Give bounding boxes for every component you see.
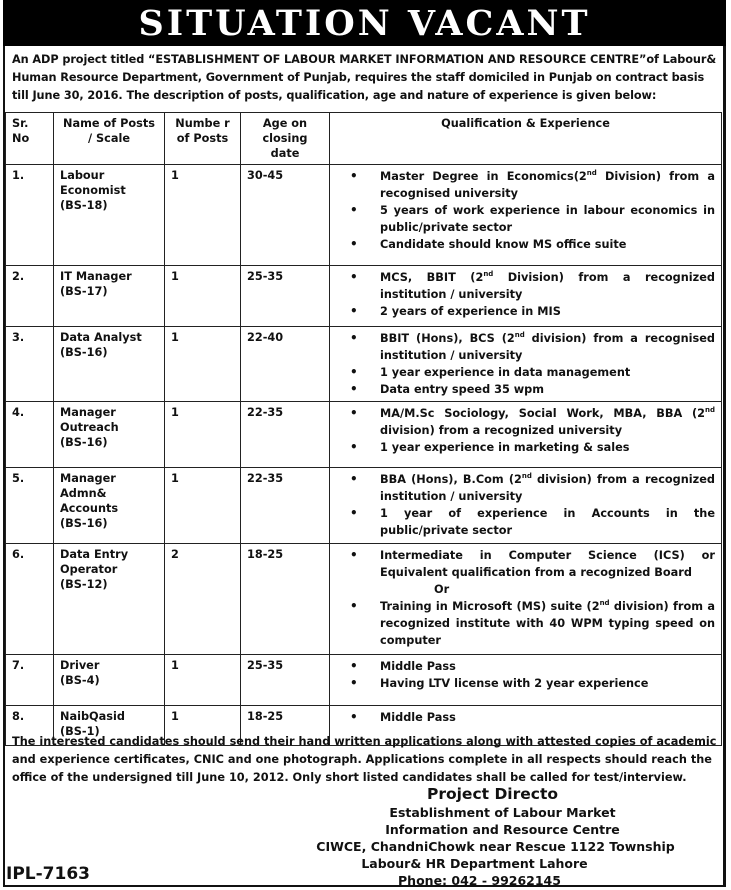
qualification-item bbox=[354, 364, 715, 381]
qualification-text: Master Degree in Economics(2 bbox=[380, 170, 587, 183]
qualification-text: Candidate should know MS office suite bbox=[380, 238, 627, 251]
cell-post-name bbox=[54, 266, 165, 327]
cell-post-name bbox=[54, 544, 165, 655]
post-name-line: Economist bbox=[60, 184, 126, 197]
qualification-item bbox=[354, 236, 715, 253]
qualification-text: Having LTV license with 2 year experience bbox=[380, 677, 649, 690]
cell-number-of-posts: 1 bbox=[165, 402, 241, 468]
posts-table bbox=[5, 112, 722, 746]
post-name-line: (BS-16) bbox=[60, 517, 108, 530]
header-post-name: Name of Posts / Scale bbox=[54, 113, 165, 165]
cell-qualification bbox=[330, 165, 722, 266]
post-name-line: (BS-16) bbox=[60, 346, 108, 359]
cell-age-range: 25-35 bbox=[241, 655, 330, 706]
cell-age-range: 22-35 bbox=[241, 468, 330, 544]
cell-number-of-posts: 1 bbox=[165, 165, 241, 266]
cell-qualification bbox=[330, 655, 722, 706]
qualification-list bbox=[336, 709, 715, 726]
cell-age-range: 22-35 bbox=[241, 402, 330, 468]
qualification-list bbox=[336, 168, 715, 253]
table-row bbox=[6, 655, 722, 706]
cell-sr-no: 4. bbox=[6, 402, 54, 468]
qualification-text: 1 year of experience in Accounts in the public/private sector bbox=[380, 507, 715, 537]
qualification-text: BBIT (Hons), BCS (2 bbox=[380, 332, 515, 345]
ordinal-suffix: nd bbox=[586, 169, 597, 178]
post-name-line: Operator bbox=[60, 563, 118, 576]
qualification-list bbox=[336, 269, 715, 320]
post-name-line: (BS-17) bbox=[60, 285, 108, 298]
signatory-department: Labour& HR Department Lahore bbox=[361, 856, 588, 871]
post-name-line: Manager bbox=[60, 406, 116, 419]
cell-sr-no: 3. bbox=[6, 327, 54, 402]
qualification-item bbox=[354, 202, 715, 236]
header-number-of-posts: Numbe r of Posts bbox=[165, 113, 241, 165]
header-banner bbox=[3, 0, 726, 46]
qualification-or-separator bbox=[354, 581, 715, 598]
table-row bbox=[6, 402, 722, 468]
post-name-line: Data Analyst bbox=[60, 331, 142, 344]
cell-number-of-posts: 2 bbox=[165, 544, 241, 655]
qualification-item bbox=[354, 471, 715, 505]
cell-age-range: 25-35 bbox=[241, 266, 330, 327]
qualification-item bbox=[354, 709, 715, 726]
cell-qualification bbox=[330, 402, 722, 468]
qualification-text: 2 years of experience in MIS bbox=[380, 305, 561, 318]
cell-qualification bbox=[330, 468, 722, 544]
post-name-line: NaibQasid bbox=[60, 710, 125, 723]
ordinal-suffix: nd bbox=[483, 270, 494, 279]
table-row bbox=[6, 327, 722, 402]
signature-block bbox=[280, 784, 725, 889]
post-name-line: (BS-1) bbox=[60, 725, 100, 738]
post-name-line: IT Manager bbox=[60, 270, 132, 283]
post-name-line: (BS-16) bbox=[60, 436, 108, 449]
qualification-list bbox=[336, 547, 715, 649]
qualification-text: 1 year experience in marketing & sales bbox=[380, 441, 630, 454]
table-row bbox=[6, 468, 722, 544]
qualification-text-cont: division) from a recognized institution / university bbox=[380, 473, 715, 503]
post-name-line: Data Entry bbox=[60, 548, 129, 561]
qualification-item bbox=[354, 658, 715, 675]
qualification-text: Data entry speed 35 wpm bbox=[380, 383, 545, 396]
qualification-item bbox=[354, 439, 715, 456]
intro-paragraph: An ADP project titled “ESTABLISHMENT OF LABOUR MARKET INFORMATION AND RESOURCE CENTRE”of Labour& Human Resource Department, Government of Punjab, requires the staff domiciled in Punjab on contract basis till June 30, 2016. The description of posts, qualification, age and nature of experience is given below: bbox=[12, 53, 717, 102]
qualification-text: MCS, BBIT (2 bbox=[380, 271, 484, 284]
post-name-line: Admn& bbox=[60, 487, 107, 500]
qualification-text-cont: Division) from a recognised university bbox=[380, 170, 715, 200]
signatory-title: Project Directo bbox=[426, 785, 559, 803]
cell-age-range: 30-45 bbox=[241, 165, 330, 266]
post-name-line: Labour bbox=[60, 169, 105, 182]
post-name-line: (BS-18) bbox=[60, 199, 108, 212]
cell-age-range: 22-40 bbox=[241, 327, 330, 402]
cell-number-of-posts: 1 bbox=[165, 266, 241, 327]
qualification-list bbox=[336, 330, 715, 398]
ordinal-suffix: nd bbox=[514, 331, 525, 340]
cell-number-of-posts: 1 bbox=[165, 706, 241, 746]
qualification-text: Middle Pass bbox=[380, 711, 456, 724]
qualification-text: 1 year experience in data management bbox=[380, 366, 631, 379]
ordinal-suffix: nd bbox=[599, 599, 610, 608]
application-instructions: The interested candidates should send their hand written applications along with attested copies of academic and experience certificates, CNIC and one photograph. Applications complete in all respects should reach the office of the undersigned till June 10, 2012. Only short listed candidates shall be called for test/interview. bbox=[12, 735, 717, 784]
qualification-text-cont: division) from a recognized university bbox=[380, 424, 623, 437]
cell-sr-no: 1. bbox=[6, 165, 54, 266]
page-title: SITUATION VACANT bbox=[138, 2, 591, 44]
cell-age-range: 18-25 bbox=[241, 544, 330, 655]
cell-qualification bbox=[330, 327, 722, 402]
cell-sr-no: 2. bbox=[6, 266, 54, 327]
table-row bbox=[6, 544, 722, 655]
qualification-text: Or bbox=[434, 583, 450, 596]
header-qualification: Qualification & Experience bbox=[330, 113, 722, 165]
table-header-row bbox=[6, 113, 722, 165]
qualification-text: MA/M.Sc Sociology, Social Work, MBA, BBA (2 bbox=[380, 407, 705, 420]
cell-sr-no: 7. bbox=[6, 655, 54, 706]
table-row bbox=[6, 165, 722, 266]
qualification-text: Middle Pass bbox=[380, 660, 456, 673]
post-name-line: Driver bbox=[60, 659, 100, 672]
cell-post-name bbox=[54, 468, 165, 544]
post-name-line: (BS-12) bbox=[60, 578, 108, 591]
qualification-text-cont: division) from a recognized institute with 40 WPM typing speed on computer bbox=[380, 600, 716, 647]
post-name-line: Accounts bbox=[60, 502, 119, 515]
signatory-org-line-1: Establishment of Labour Market bbox=[389, 805, 616, 820]
cell-number-of-posts: 1 bbox=[165, 327, 241, 402]
cell-number-of-posts: 1 bbox=[165, 655, 241, 706]
qualification-item bbox=[354, 330, 715, 364]
qualification-list bbox=[336, 471, 715, 539]
cell-age-range: 18-25 bbox=[241, 706, 330, 746]
qualification-text: Training in Microsoft (MS) suite (2 bbox=[380, 600, 600, 613]
ordinal-suffix: nd bbox=[521, 472, 532, 481]
table-body bbox=[6, 165, 722, 746]
cell-post-name bbox=[54, 165, 165, 266]
qualification-text: BBA (Hons), B.Com (2 bbox=[380, 473, 522, 486]
qualification-item bbox=[354, 303, 715, 320]
post-name-line: Outreach bbox=[60, 421, 119, 434]
qualification-text: 5 years of work experience in labour economics in public/private sector bbox=[380, 204, 715, 234]
qualification-text: Intermediate in Computer Science (ICS) or Equivalent qualification from a recognized Board bbox=[380, 549, 715, 579]
cell-number-of-posts: 1 bbox=[165, 468, 241, 544]
cell-post-name bbox=[54, 327, 165, 402]
qualification-item bbox=[354, 598, 715, 649]
qualification-text-cont: division) from a recognised institution / university bbox=[380, 332, 715, 362]
qualification-item bbox=[354, 547, 715, 581]
signatory-org-line-2: Information and Resource Centre bbox=[385, 822, 620, 837]
signatory-phone: Phone: 042 - 99262145 bbox=[398, 873, 561, 888]
qualification-list bbox=[336, 658, 715, 692]
qualification-item bbox=[354, 381, 715, 398]
cell-sr-no: 5. bbox=[6, 468, 54, 544]
post-name-line: Manager bbox=[60, 472, 116, 485]
qualification-item bbox=[354, 505, 715, 539]
signatory-address: CIWCE, ChandniChowk near Rescue 1122 Township bbox=[316, 839, 675, 854]
qualification-item bbox=[354, 675, 715, 692]
cell-post-name bbox=[54, 402, 165, 468]
cell-qualification bbox=[330, 266, 722, 327]
cell-sr-no: 8. bbox=[6, 706, 54, 746]
qualification-item bbox=[354, 269, 715, 303]
qualification-item bbox=[354, 405, 715, 439]
header-sr-no: Sr. No bbox=[6, 113, 54, 165]
qualification-item bbox=[354, 168, 715, 202]
post-name-line: (BS-4) bbox=[60, 674, 100, 687]
cell-qualification bbox=[330, 544, 722, 655]
ordinal-suffix: nd bbox=[705, 406, 715, 415]
qualification-text-cont: Division) from a recognized institution / university bbox=[380, 271, 715, 301]
header-age: Age on closing date bbox=[241, 113, 330, 165]
cell-post-name bbox=[54, 655, 165, 706]
cell-sr-no: 6. bbox=[6, 544, 54, 655]
reference-code: IPL-7163 bbox=[6, 864, 90, 884]
table-row bbox=[6, 266, 722, 327]
qualification-list bbox=[336, 405, 715, 456]
